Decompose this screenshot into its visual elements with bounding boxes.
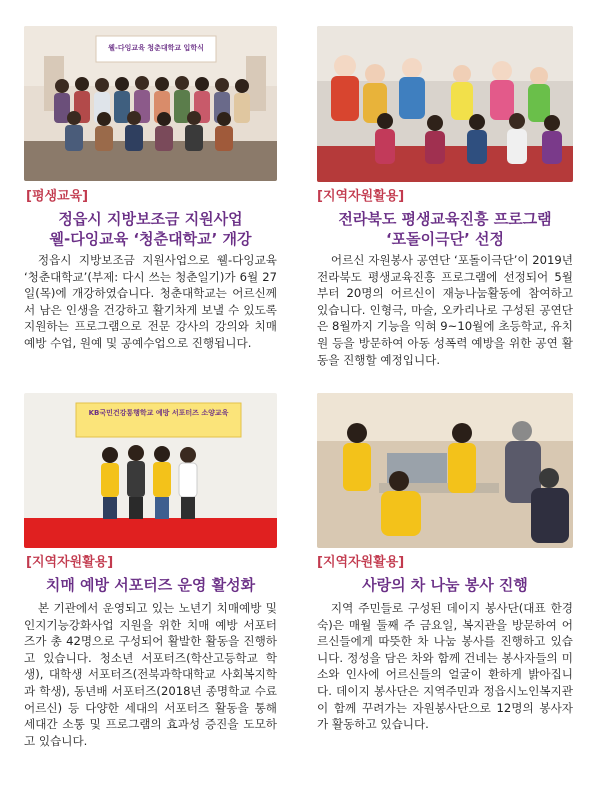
supporters-training-photo [24, 393, 277, 548]
article-body: 지역 주민들로 구성된 데이지 봉사단(대표 한경숙)은 매월 둘째 주 금요일, 복지관을 방문하여 어르신들에게 따뜻한 차 나눔 봉사를 진행하고 있습니다. 정성을 담은 차와 함께 건네는 봉사자들의 미소와 인사에 어르신들의 얼굴이 환하게 밝아집니다. 데이지 봉사단은 지역주민과 정읍시노인복지관이 함께 꾸려가는 자원봉사단으로 12명의 봉사자가 활동하고 있습니다. [317, 601, 573, 732]
photo-banner: 웰-다잉교육 청춘대학교 입학식 [108, 44, 204, 52]
group-photo-enrollment [24, 26, 277, 181]
photo-banner: KB국민건강통행학교 예방 서포터즈 소양교육 [88, 409, 229, 417]
article-title: 전라북도 평생교육진흥 프로그램 [338, 210, 552, 228]
article-title: 치매 예방 서포터즈 운영 활성화 [45, 576, 256, 594]
tea-sharing-photo [317, 393, 573, 548]
article-category-tag: [지역자원활용] [26, 555, 114, 570]
article-body: 본 기관에서 운영되고 있는 노년기 치매예방 및 인지기능강화사업 지원을 위한 치매 예방 서포터즈가 총 42명으로 구성되어 활발한 활동을 진행하고 있습니다. 청소년 서포터즈(학산고등학교 학생), 대학생 서포터즈(전북과학대학교 사회복지학과 학생), 동년배 서포터즈(2018년 종명학교 수료 어르신) 등 다양한 세대의 서포터즈 활동을 통해 세대간 소통 및 프로그램의 효과성 증진을 도모하고 있습니다. [24, 601, 277, 748]
article-subtitle: 웰-다잉교육 ‘청춘대학교’ 개강 [49, 230, 252, 248]
article-category-tag: [지역자원활용] [317, 555, 405, 570]
article-body: 어르신 자원봉사 공연단 ‘포돌이극단’이 2019년 전라북도 평생교육진흥 프로그램에 선정되어 5월부터 20명의 어르신이 재능나눔활동에 참여하고 있습니다. 인형극, 마술, 오카리나로 구성된 공연단은 8월까지 기능을 익혀 9~10월에 초등학교, 유치원 등을 방문하여 아동 성폭력 예방을 위한 공연 활동을 진행할 예정입니다. [317, 253, 573, 367]
article-title: 사랑의 차 나눔 봉사 진행 [362, 576, 528, 594]
article-category-tag: [지역자원활용] [317, 189, 405, 204]
article-category-tag: [평생교육] [26, 189, 89, 204]
article-title: 정읍시 지방보조금 지원사업 [58, 210, 243, 228]
article-body: 정읍시 지방보조금 지원사업으로 웰-다잉교육 ‘청춘대학교’(부제: 다시 쓰는 청춘일기)가 6월 27일(목)에 개강하였습니다. 청춘대학교는 어르신께서 남은 인생을 건강하고 활기차게 보낼 수 있도록 지원하는 프로그램으로 전문 강사의 강의와 치매예방 수업, 원예 및 공예수업으로 진행됩니다. [24, 253, 277, 350]
article-subtitle: ‘포돌이극단’ 선정 [385, 230, 505, 248]
puppet-theater-photo [317, 26, 573, 182]
